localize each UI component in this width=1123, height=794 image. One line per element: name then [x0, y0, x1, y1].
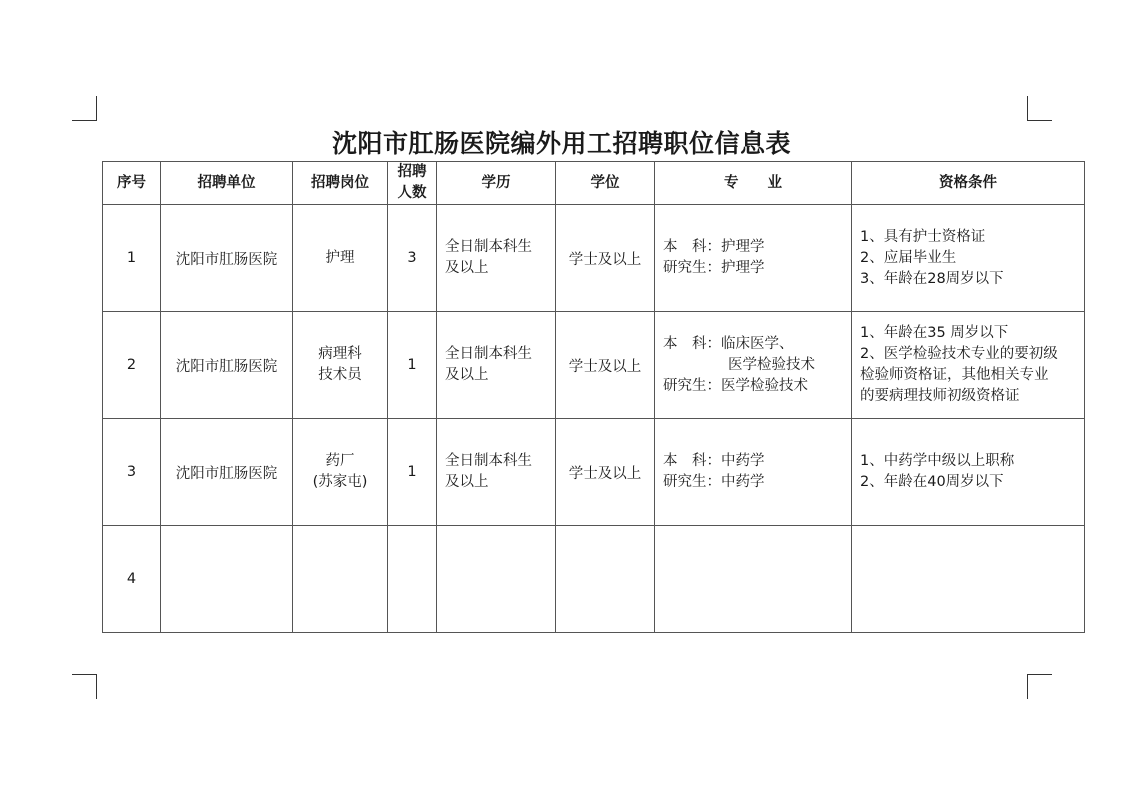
cell-major — [655, 419, 852, 526]
cell-count — [388, 526, 437, 633]
table-row — [103, 526, 1085, 633]
cell-unit: 沈阳市肛肠医院 — [161, 312, 293, 419]
header-count-line1: 招聘 — [397, 164, 427, 180]
cell-major-line: 研究生：护理学 — [663, 260, 765, 276]
cell-major-line: 研究生：中药学 — [663, 474, 765, 490]
table-row — [103, 312, 1085, 419]
cell-education — [437, 312, 556, 419]
cell-count: 1 — [388, 312, 437, 419]
cell-education-line: 及以上 — [445, 260, 489, 276]
cell-education-line: 全日制本科生 — [445, 239, 532, 255]
cell-qualification — [852, 205, 1085, 312]
header-post: 招聘岗位 — [293, 162, 388, 205]
cell-qualification-line: 的要病理技师初级资格证 — [860, 388, 1020, 404]
cell-post-line: 护理 — [325, 249, 355, 266]
crop-mark-bottom-left — [72, 674, 97, 699]
cell-post — [293, 205, 388, 312]
table-row — [103, 205, 1085, 312]
cell-education-line: 全日制本科生 — [445, 346, 532, 362]
header-major: 专 业 — [655, 162, 852, 205]
header-education: 学历 — [437, 162, 556, 205]
cell-qualification-line: 1、中药学中级以上职称 — [860, 453, 1015, 469]
cell-seq: 4 — [103, 526, 161, 633]
cell-seq: 2 — [103, 312, 161, 419]
cell-degree: 学士及以上 — [556, 419, 655, 526]
document-title: 沈阳市肛肠医院编外用工招聘职位信息表 — [331, 129, 791, 158]
cell-education — [437, 205, 556, 312]
table-row — [103, 419, 1085, 526]
cell-major-line: 研究生：医学检验技术 — [663, 377, 808, 394]
cell-qualification — [852, 526, 1085, 633]
cell-count: 1 — [388, 419, 437, 526]
cell-post-line: 病理科 — [318, 346, 362, 362]
cell-post-line: 药厂 — [325, 453, 355, 469]
cell-unit — [161, 526, 293, 633]
cell-count: 3 — [388, 205, 437, 312]
header-count — [388, 162, 437, 205]
crop-mark-top-right — [1027, 96, 1052, 121]
cell-major-line: 本 科：中药学 — [663, 453, 765, 469]
cell-education-line: 全日制本科生 — [445, 453, 532, 469]
cell-education-line: 及以上 — [445, 367, 489, 383]
cell-seq: 3 — [103, 419, 161, 526]
cell-education — [437, 419, 556, 526]
cell-qualification-line: 检验师资格证，其他相关专业 — [860, 367, 1049, 383]
header-unit: 招聘单位 — [161, 162, 293, 205]
cell-major — [655, 205, 852, 312]
cell-qualification-line: 3、年龄在28周岁以下 — [860, 270, 1004, 287]
cell-post — [293, 312, 388, 419]
crop-mark-top-left — [72, 96, 97, 121]
cell-major-line: 医学检验技术 — [728, 356, 815, 373]
cell-unit: 沈阳市肛肠医院 — [161, 419, 293, 526]
cell-post-line: 技术员 — [318, 367, 362, 383]
cell-education-line: 及以上 — [445, 474, 489, 490]
header-row — [103, 162, 1085, 205]
cell-qualification-line: 2、年龄在40周岁以下 — [860, 474, 1004, 490]
cell-major-line: 本 科：临床医学、 — [663, 335, 794, 352]
cell-post — [293, 419, 388, 526]
cell-major-line: 本 科：护理学 — [663, 239, 765, 255]
cell-major — [655, 526, 852, 633]
cell-qualification-line: 1、具有护士资格证 — [860, 228, 986, 245]
cell-degree: 学士及以上 — [556, 205, 655, 312]
cell-post-line: (苏家屯) — [312, 474, 368, 490]
header-degree: 学位 — [556, 162, 655, 205]
cell-qualification — [852, 419, 1085, 526]
header-count-line2: 人数 — [397, 185, 427, 201]
cell-qualification-line: 2、医学检验技术专业的要初级 — [860, 346, 1058, 362]
cell-unit: 沈阳市肛肠医院 — [161, 205, 293, 312]
cell-qualification-line: 1、年龄在35 周岁以下 — [860, 325, 1009, 341]
header-qualification: 资格条件 — [852, 162, 1085, 205]
cell-qualification-line: 2、应届毕业生 — [860, 249, 957, 266]
header-seq: 序号 — [103, 162, 161, 205]
cell-degree: 学士及以上 — [556, 312, 655, 419]
cell-education — [437, 526, 556, 633]
cell-seq: 1 — [103, 205, 161, 312]
recruitment-table — [102, 161, 1085, 633]
crop-mark-bottom-right — [1027, 674, 1052, 699]
cell-post — [293, 526, 388, 633]
cell-degree — [556, 526, 655, 633]
cell-qualification — [852, 312, 1085, 419]
cell-major — [655, 312, 852, 419]
